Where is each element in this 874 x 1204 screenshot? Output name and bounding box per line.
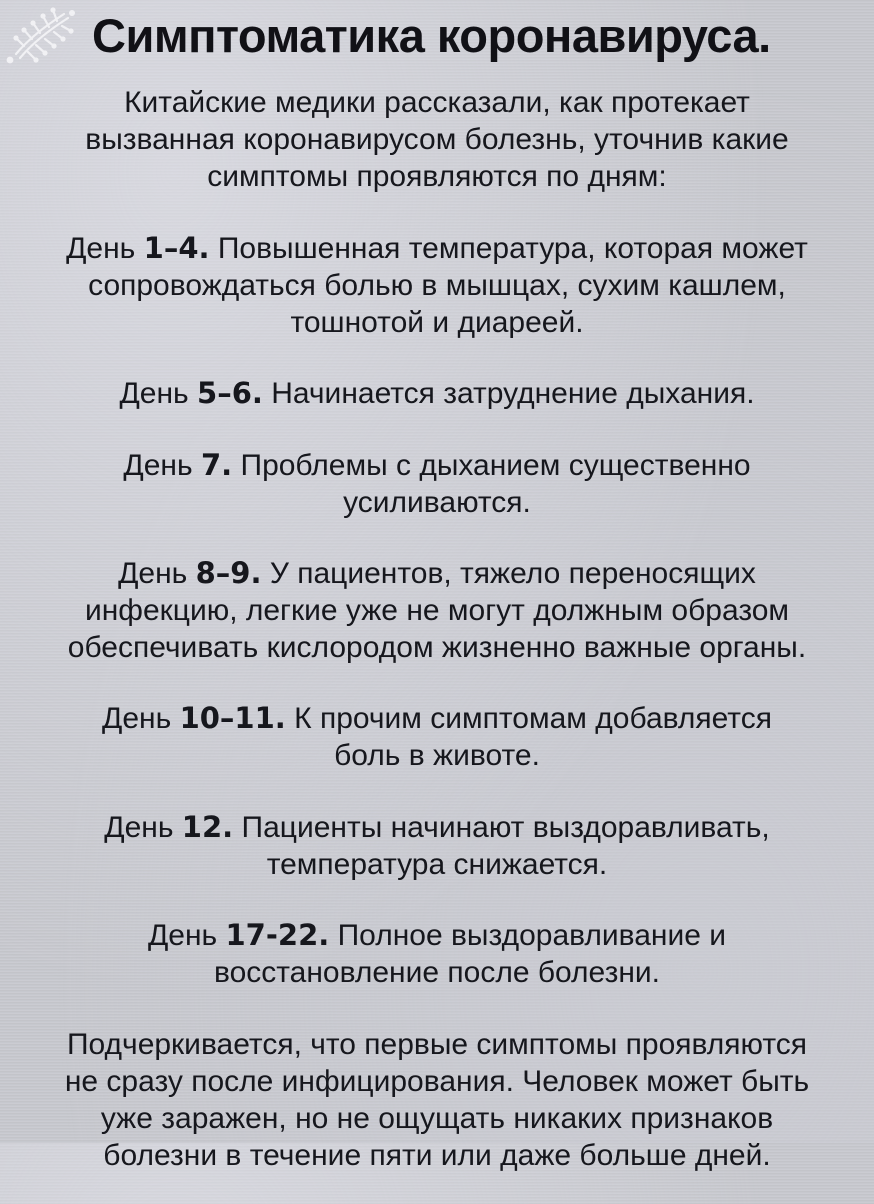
intro-line: Китайские медики рассказали, как протекает [124,86,750,119]
content [0,84,874,1204]
day-description: температура снижается. [266,848,608,881]
header [0,2,874,72]
intro-line: вызванная коронавирусом болезнь, уточнив какие [85,123,789,156]
day-description: обеспечивать кислородом жизненно важные органы. [67,631,807,664]
day-label: День [104,811,174,844]
day-description: Начинается затруднение дыхания. [271,377,755,410]
day-description: боль в животе. [334,739,540,772]
day-description: Пациенты начинают выздоравливать, [241,811,770,844]
day-label: День [123,449,193,482]
intro-paragraph [0,84,874,195]
day-label: День [118,557,188,590]
day-10-11-entry [0,700,874,774]
day-range: 12. [181,810,234,844]
day-5-6-entry [0,375,874,412]
day-description: восстановление после болезни. [213,956,660,989]
day-range: 17-22. [225,918,330,952]
day-1-4-entry [0,230,874,341]
day-range: 1–4. [143,231,210,265]
day-range: 5–6. [197,376,263,410]
intro-line: симптомы проявляются по дням: [207,160,667,193]
day-label: День [147,919,218,952]
day-description: К прочим симптомам добавляется [294,702,772,735]
coronavirus-icon [2,2,82,68]
day-label: День [119,377,189,410]
note-line: болезни в течение пяти или даже больше дней. [103,1139,771,1172]
page-title: Симптоматика коронавируса. [92,9,771,62]
day-label: День [66,232,136,265]
day-17-22-entry [0,917,874,991]
day-7-entry [0,447,874,521]
day-range: 7. [200,448,233,482]
note-paragraph [0,1026,874,1174]
note-line: Подчеркивается, что первые симптомы проявляются [66,1028,808,1061]
note-line: не сразу после инфицирования. Человек может быть [64,1065,810,1098]
day-description: Повышенная температура, которая может [217,232,808,265]
day-label: День [102,702,172,735]
day-description: инфекцию, легкие уже не могут должным образом [84,594,790,627]
note-line: уже заражен, но не ощущать никаких признаков [100,1102,774,1135]
day-description: усиливаются. [343,486,531,519]
day-description: тошнотой и диареей. [290,306,584,339]
day-range: 8–9. [195,556,262,590]
day-description: сопровождаться болью в мышцах, сухим кашлем, [88,269,786,302]
day-range: 10–11. [179,701,286,735]
day-description: Проблемы с дыханием существенно [240,449,751,482]
day-description: У пациентов, тяжело переносящих [269,557,756,590]
day-12-entry [0,809,874,883]
day-description: Полное выздоравливание и [337,919,727,952]
day-8-9-entry [0,555,874,666]
